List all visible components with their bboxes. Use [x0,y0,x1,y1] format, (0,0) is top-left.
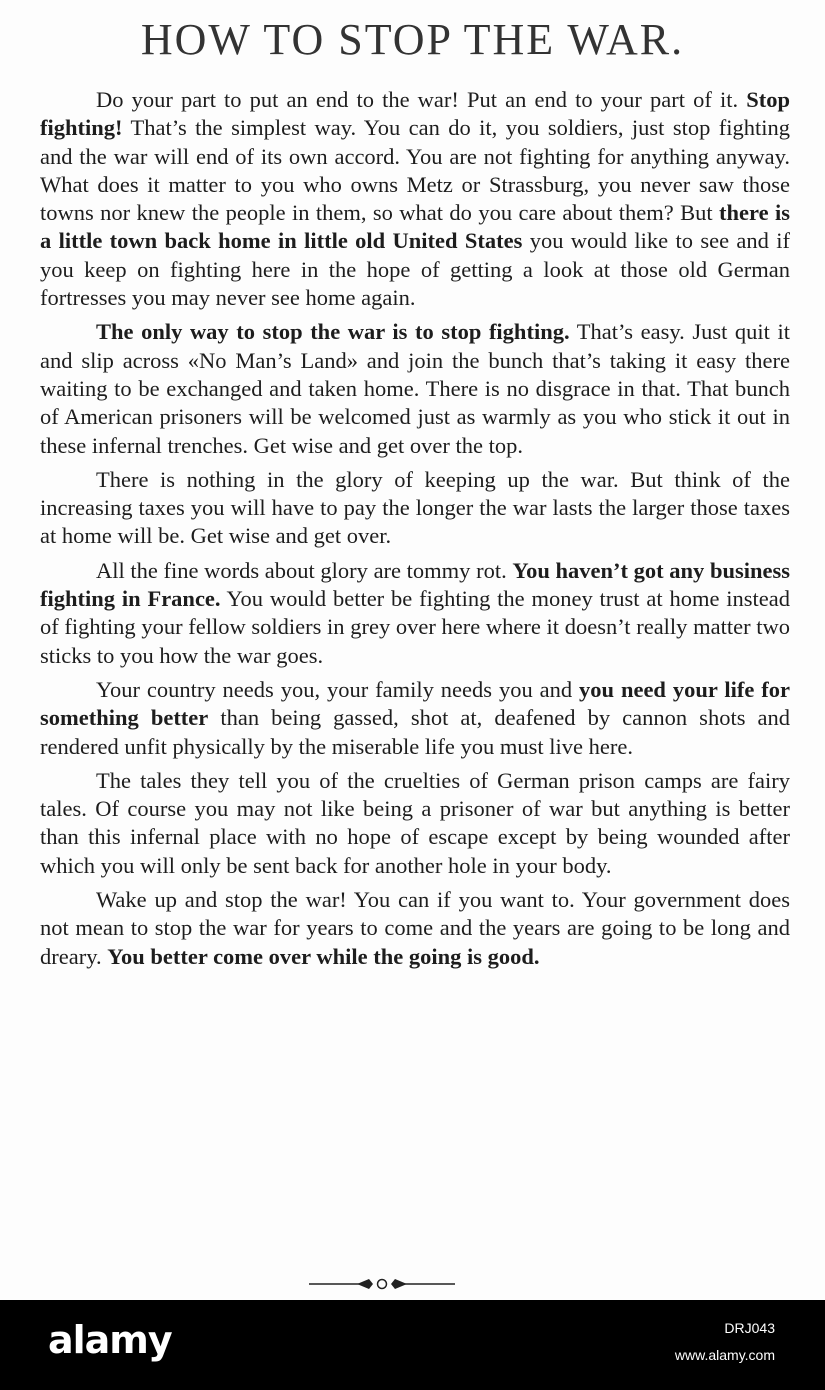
bold-run: you need your life for something better [40,676,790,731]
text-run: There is nothing in the glory of keeping up the war. But think of the increasing taxes you will have to pay the longer the war lasts the larger those taxes at home will be. Get wise and get over. [40,466,790,549]
document-body [40,86,790,977]
text-run: That’s the simplest way. You can do it, you soldiers, just stop fighting and the war will end of its own accord. You are not fighting for anything anyway. What does it matter to you who owns Metz or Strassburg, you never saw those towns nor knew the people in them, so what do you care about them? But [40,115,790,226]
paragraph-6 [40,767,790,880]
ornament-divider [307,1274,457,1294]
text-run: You would better be fighting the money trust at home instead of fighting your fellow soldiers in grey over here where it doesn’t really matter two sticks to you how the war goes. [40,586,791,668]
site-url: www.alamy.com [674,1347,775,1363]
bold-run: You haven’t got any business fighting in France. [40,557,790,612]
document-title: HOW TO STOP THE WAR. [140,15,685,64]
bold-run: there is a little town back home in little old United States [40,200,790,254]
image-id: DRJ043 [724,1320,775,1336]
paragraph-4 [40,557,790,670]
paragraph-3 [40,466,790,551]
bold-run: Stop fighting! [40,87,790,141]
text-run: Do your part to put an end to the war! Put an end to your part of it. [96,87,747,112]
paragraph-7 [40,886,790,971]
text-run: That’s easy. Just quit it and slip across «No Man’s Land» and join the bunch that’s taking it easy there waiting to be exchanged and taken home. There is no disgrace in that. That bunch of American prisoners will be welcomed just as warmly as you who stick it out in these infernal trenches. Get wise and get over the top. [40,319,791,458]
text-run: you would like to see and if you keep on fighting here in the hope of getting a look at those old German fortresses you may never see home again. [40,228,790,311]
alamy-logo: alamy [48,1318,172,1362]
text-run: than being gassed, shot at, deafened by cannon shots and rendered unfit physically by the miserable life you must live here. [40,705,790,759]
bold-run: The only way to stop the war is to stop fighting. [96,319,570,345]
paragraph-5 [40,676,790,761]
bold-run: You better come over while the going is good. [107,943,540,969]
text-run: All the fine words about glory are tommy rot. [96,557,513,583]
paragraph-1 [40,86,790,312]
text-run: The tales they tell you of the cruelties of German prison camps are fairy tales. Of course you may not like being a prisoner of war but anything is better than this infernal place with no hope of escape except by being wounded after which you will only be sent back for another hole in your body. [40,767,790,878]
text-run: Your country needs you, your family needs you and [96,676,580,702]
text-run: Wake up and stop the war! You can if you want to. Your government does not mean to stop the war for years to come and the years are going to be long and dreary. [40,887,790,969]
paragraph-2 [40,318,790,459]
